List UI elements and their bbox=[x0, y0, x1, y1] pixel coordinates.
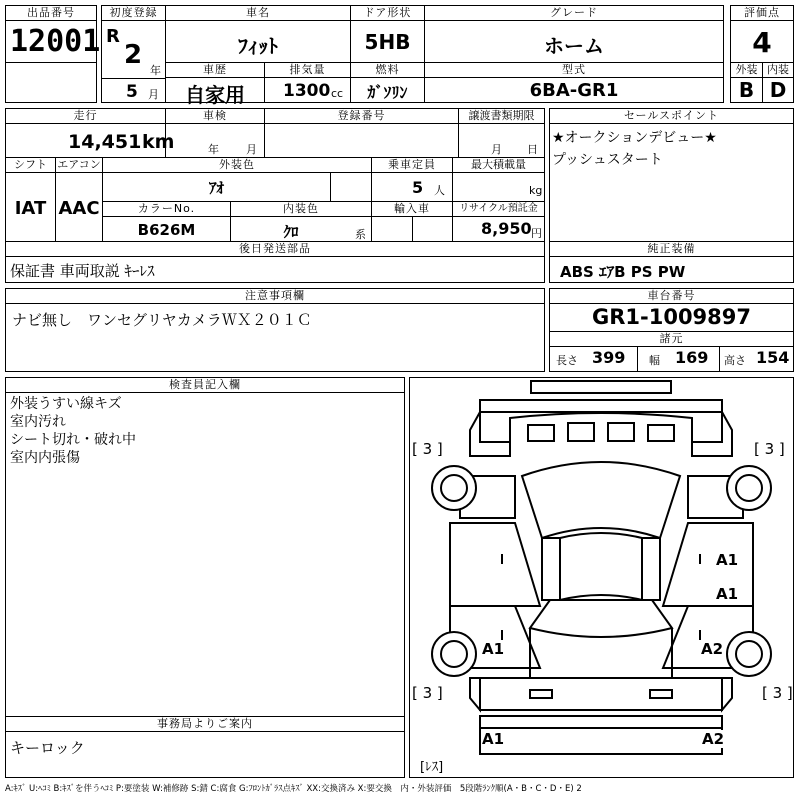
history-box bbox=[165, 62, 265, 107]
later-parts-box bbox=[5, 241, 545, 283]
displacement: 1300 bbox=[283, 81, 331, 101]
mark-left-bottom: [ 3 ] bbox=[412, 684, 443, 702]
month: 5 bbox=[126, 82, 138, 102]
rear-bumper bbox=[480, 716, 722, 728]
month-unit: 月 bbox=[148, 88, 159, 101]
right-side bbox=[663, 523, 753, 606]
interior-color-label: 内装色 bbox=[231, 202, 371, 217]
door-box bbox=[350, 5, 425, 63]
capacity: 5 bbox=[412, 178, 424, 197]
sales-point-line-2: プッシュスタート bbox=[552, 152, 663, 168]
lot-number-blank bbox=[5, 62, 97, 103]
height-label: 高さ bbox=[724, 354, 746, 367]
equipment: ABS ｴｱB PS PW bbox=[560, 263, 686, 281]
grade-label: グレード bbox=[425, 6, 723, 21]
interior-grade-label: 内装 bbox=[763, 63, 793, 78]
height: 154 bbox=[756, 348, 790, 367]
later-parts: 保証書 車両取説 ｷｰﾚｽ bbox=[10, 262, 155, 280]
recycle-label: リサイクル預託金 bbox=[453, 202, 544, 217]
length: 399 bbox=[592, 348, 626, 367]
ac-box bbox=[55, 157, 103, 242]
color-number-box bbox=[102, 201, 231, 242]
mark-right-bottom: [ 3 ] bbox=[762, 684, 793, 702]
legend: A:ｷｽﾞ U:ﾍｺﾐ B:ｷｽﾞを伴うﾍｺﾐ P:要塗装 W:補修跡 S:錆 C:腐食 G:ﾌﾛﾝﾄｶﾞﾗｽ点ｷｽﾞ XX:交換済み X:要交換 内・外装評価 5段階ﾗﾝｸ順(A・B・C・D・E) 2 bbox=[5, 784, 582, 794]
sales-point-box bbox=[549, 108, 794, 242]
model-box bbox=[424, 62, 724, 103]
interior-color-unit: 系 bbox=[355, 228, 366, 241]
later-parts-label: 後日発送部品 bbox=[6, 242, 544, 257]
inspector-line-1: 外装うすい線キズ bbox=[10, 396, 122, 412]
exterior-grade: B bbox=[738, 78, 755, 102]
displacement-unit: cc bbox=[331, 87, 344, 100]
interior-grade-box bbox=[762, 62, 794, 103]
interior-color: ｸﾛ bbox=[283, 223, 299, 241]
transfer-deadline-label: 譲渡書類期限 bbox=[459, 109, 544, 124]
exterior-grade-box bbox=[730, 62, 763, 103]
hood bbox=[510, 413, 692, 442]
score: 4 bbox=[752, 26, 772, 59]
ac: AAC bbox=[58, 198, 100, 219]
registration-number-box bbox=[264, 108, 459, 158]
shift: IAT bbox=[14, 198, 47, 219]
chassis-number: GR1-1009897 bbox=[591, 305, 752, 329]
year: 2 bbox=[124, 40, 143, 70]
chassis-label: 車台番号 bbox=[550, 289, 793, 304]
car-name: ﾌｨｯﾄ bbox=[238, 34, 278, 58]
first-registration-box bbox=[101, 5, 166, 103]
capacity-unit: 人 bbox=[434, 184, 445, 197]
year-unit: 年 bbox=[150, 64, 161, 77]
inspection-box bbox=[165, 108, 265, 158]
recycle-fee: 8,950 bbox=[481, 219, 532, 238]
chassis-box bbox=[549, 288, 794, 332]
inspector-label: 検査員記入欄 bbox=[6, 378, 404, 393]
mileage: 14,451 bbox=[68, 131, 142, 153]
lot-number-label: 出品番号 bbox=[6, 6, 96, 21]
mileage-box bbox=[5, 108, 175, 158]
inspector-box bbox=[5, 377, 405, 717]
car-name-label: 車名 bbox=[166, 6, 350, 21]
office-label: 事務局よりご案内 bbox=[6, 717, 404, 732]
left-side bbox=[450, 523, 540, 606]
fuel: ｶﾞｿﾘﾝ bbox=[367, 83, 408, 102]
spec-box bbox=[549, 331, 794, 372]
import-box bbox=[371, 201, 453, 242]
rear-deck bbox=[480, 678, 722, 710]
caution-text: ナビ無し ワンセグリヤカメラＷＸ２０１Ｃ bbox=[12, 311, 312, 329]
length-label: 長さ bbox=[556, 354, 578, 367]
recycle-unit: 円 bbox=[531, 227, 542, 240]
mark-right-top: [ 3 ] bbox=[754, 440, 785, 458]
car-name-box bbox=[165, 5, 351, 63]
caution-box bbox=[5, 288, 545, 372]
score-label: 評価点 bbox=[731, 6, 793, 21]
windshield bbox=[522, 462, 680, 538]
car-outline-diagram bbox=[410, 378, 793, 777]
capacity-box bbox=[371, 157, 453, 202]
sales-point-label: セールスポイント bbox=[550, 109, 793, 124]
score-box bbox=[730, 5, 794, 63]
mark-left-top: [ 3 ] bbox=[412, 440, 443, 458]
fuel-box bbox=[350, 62, 425, 103]
color-number-label: カラーNo. bbox=[103, 202, 230, 217]
inspector-line-3: シート切れ・破れ中 bbox=[10, 432, 136, 448]
mileage-label: 走行 bbox=[6, 109, 165, 124]
front-bumper bbox=[531, 381, 671, 393]
grade-box bbox=[424, 5, 724, 63]
mark-less: [ﾚｽ] bbox=[420, 760, 444, 775]
width: 169 bbox=[675, 348, 709, 367]
inspector-line-2: 室内汚れ bbox=[10, 414, 66, 430]
ac-label: エアコン bbox=[57, 158, 101, 171]
lot-number: 12001 bbox=[10, 24, 101, 59]
registration-number-label: 登録番号 bbox=[265, 109, 458, 124]
front-left-fender bbox=[470, 412, 510, 456]
displacement-label: 排気量 bbox=[265, 63, 350, 78]
front-right-fender bbox=[692, 412, 732, 456]
mileage-unit: km bbox=[142, 131, 175, 153]
exterior-grade-label: 外装 bbox=[731, 63, 762, 78]
transfer-month-unit: 月 bbox=[491, 143, 502, 156]
color-number: B626M bbox=[137, 221, 196, 239]
mark-a2-right-wheel: A2 bbox=[701, 640, 724, 658]
mark-a1-bottom: A1 bbox=[482, 730, 505, 748]
shift-box bbox=[5, 157, 56, 242]
mark-a1-left-wheel: A1 bbox=[482, 640, 505, 658]
inspection-label: 車検 bbox=[166, 109, 264, 124]
exterior-color-label: 外装色 bbox=[103, 158, 371, 173]
exterior-color-box bbox=[102, 157, 372, 202]
shift-label: シフト bbox=[6, 158, 55, 173]
model-code: 6BA-GR1 bbox=[529, 80, 619, 101]
caution-label: 注意事項欄 bbox=[6, 289, 544, 304]
sales-point-line-1: ★オークションデビュー★ bbox=[552, 130, 717, 146]
grade: ホーム bbox=[544, 34, 604, 58]
model-label: 型式 bbox=[425, 63, 723, 78]
lot-number-box bbox=[5, 5, 101, 63]
max-load-label: 最大積載量 bbox=[453, 158, 544, 173]
spec-label: 諸元 bbox=[550, 332, 793, 347]
history-label: 車歴 bbox=[166, 63, 264, 78]
exterior-color: ｱｵ bbox=[208, 179, 224, 197]
transfer-deadline-box bbox=[458, 108, 545, 158]
max-load-box bbox=[452, 157, 545, 202]
max-load-unit: kg bbox=[529, 184, 543, 197]
office-text: キーロック bbox=[10, 739, 85, 757]
capacity-label: 乗車定員 bbox=[372, 158, 452, 173]
inspector-line-4: 室内内張傷 bbox=[10, 450, 80, 466]
fuel-label: 燃料 bbox=[351, 63, 424, 78]
rear-window bbox=[530, 600, 672, 637]
history: 自家用 bbox=[185, 83, 245, 107]
transfer-day-unit: 日 bbox=[527, 143, 538, 156]
door-label: ドア形状 bbox=[351, 6, 424, 21]
mark-a1-right-1: A1 bbox=[716, 551, 739, 569]
damage-diagram bbox=[409, 377, 794, 778]
door-type: 5HB bbox=[364, 30, 411, 54]
width-label: 幅 bbox=[649, 354, 660, 367]
recycle-box bbox=[452, 201, 545, 242]
mark-a1-right-2: A1 bbox=[716, 585, 739, 603]
mark-a2-bottom: A2 bbox=[702, 730, 725, 748]
inspection-year-unit: 年 bbox=[208, 143, 219, 156]
office-box bbox=[5, 716, 405, 778]
displacement-box bbox=[264, 62, 351, 103]
first-registration-label: 初度登録 bbox=[102, 6, 165, 21]
equipment-label: 純正装備 bbox=[550, 242, 793, 257]
interior-grade: D bbox=[769, 78, 787, 102]
import-label: 輸入車 bbox=[372, 202, 452, 217]
equipment-box bbox=[549, 241, 794, 283]
interior-color-box bbox=[230, 201, 372, 242]
era: R bbox=[106, 26, 120, 47]
inspection-month-unit: 月 bbox=[246, 143, 257, 156]
